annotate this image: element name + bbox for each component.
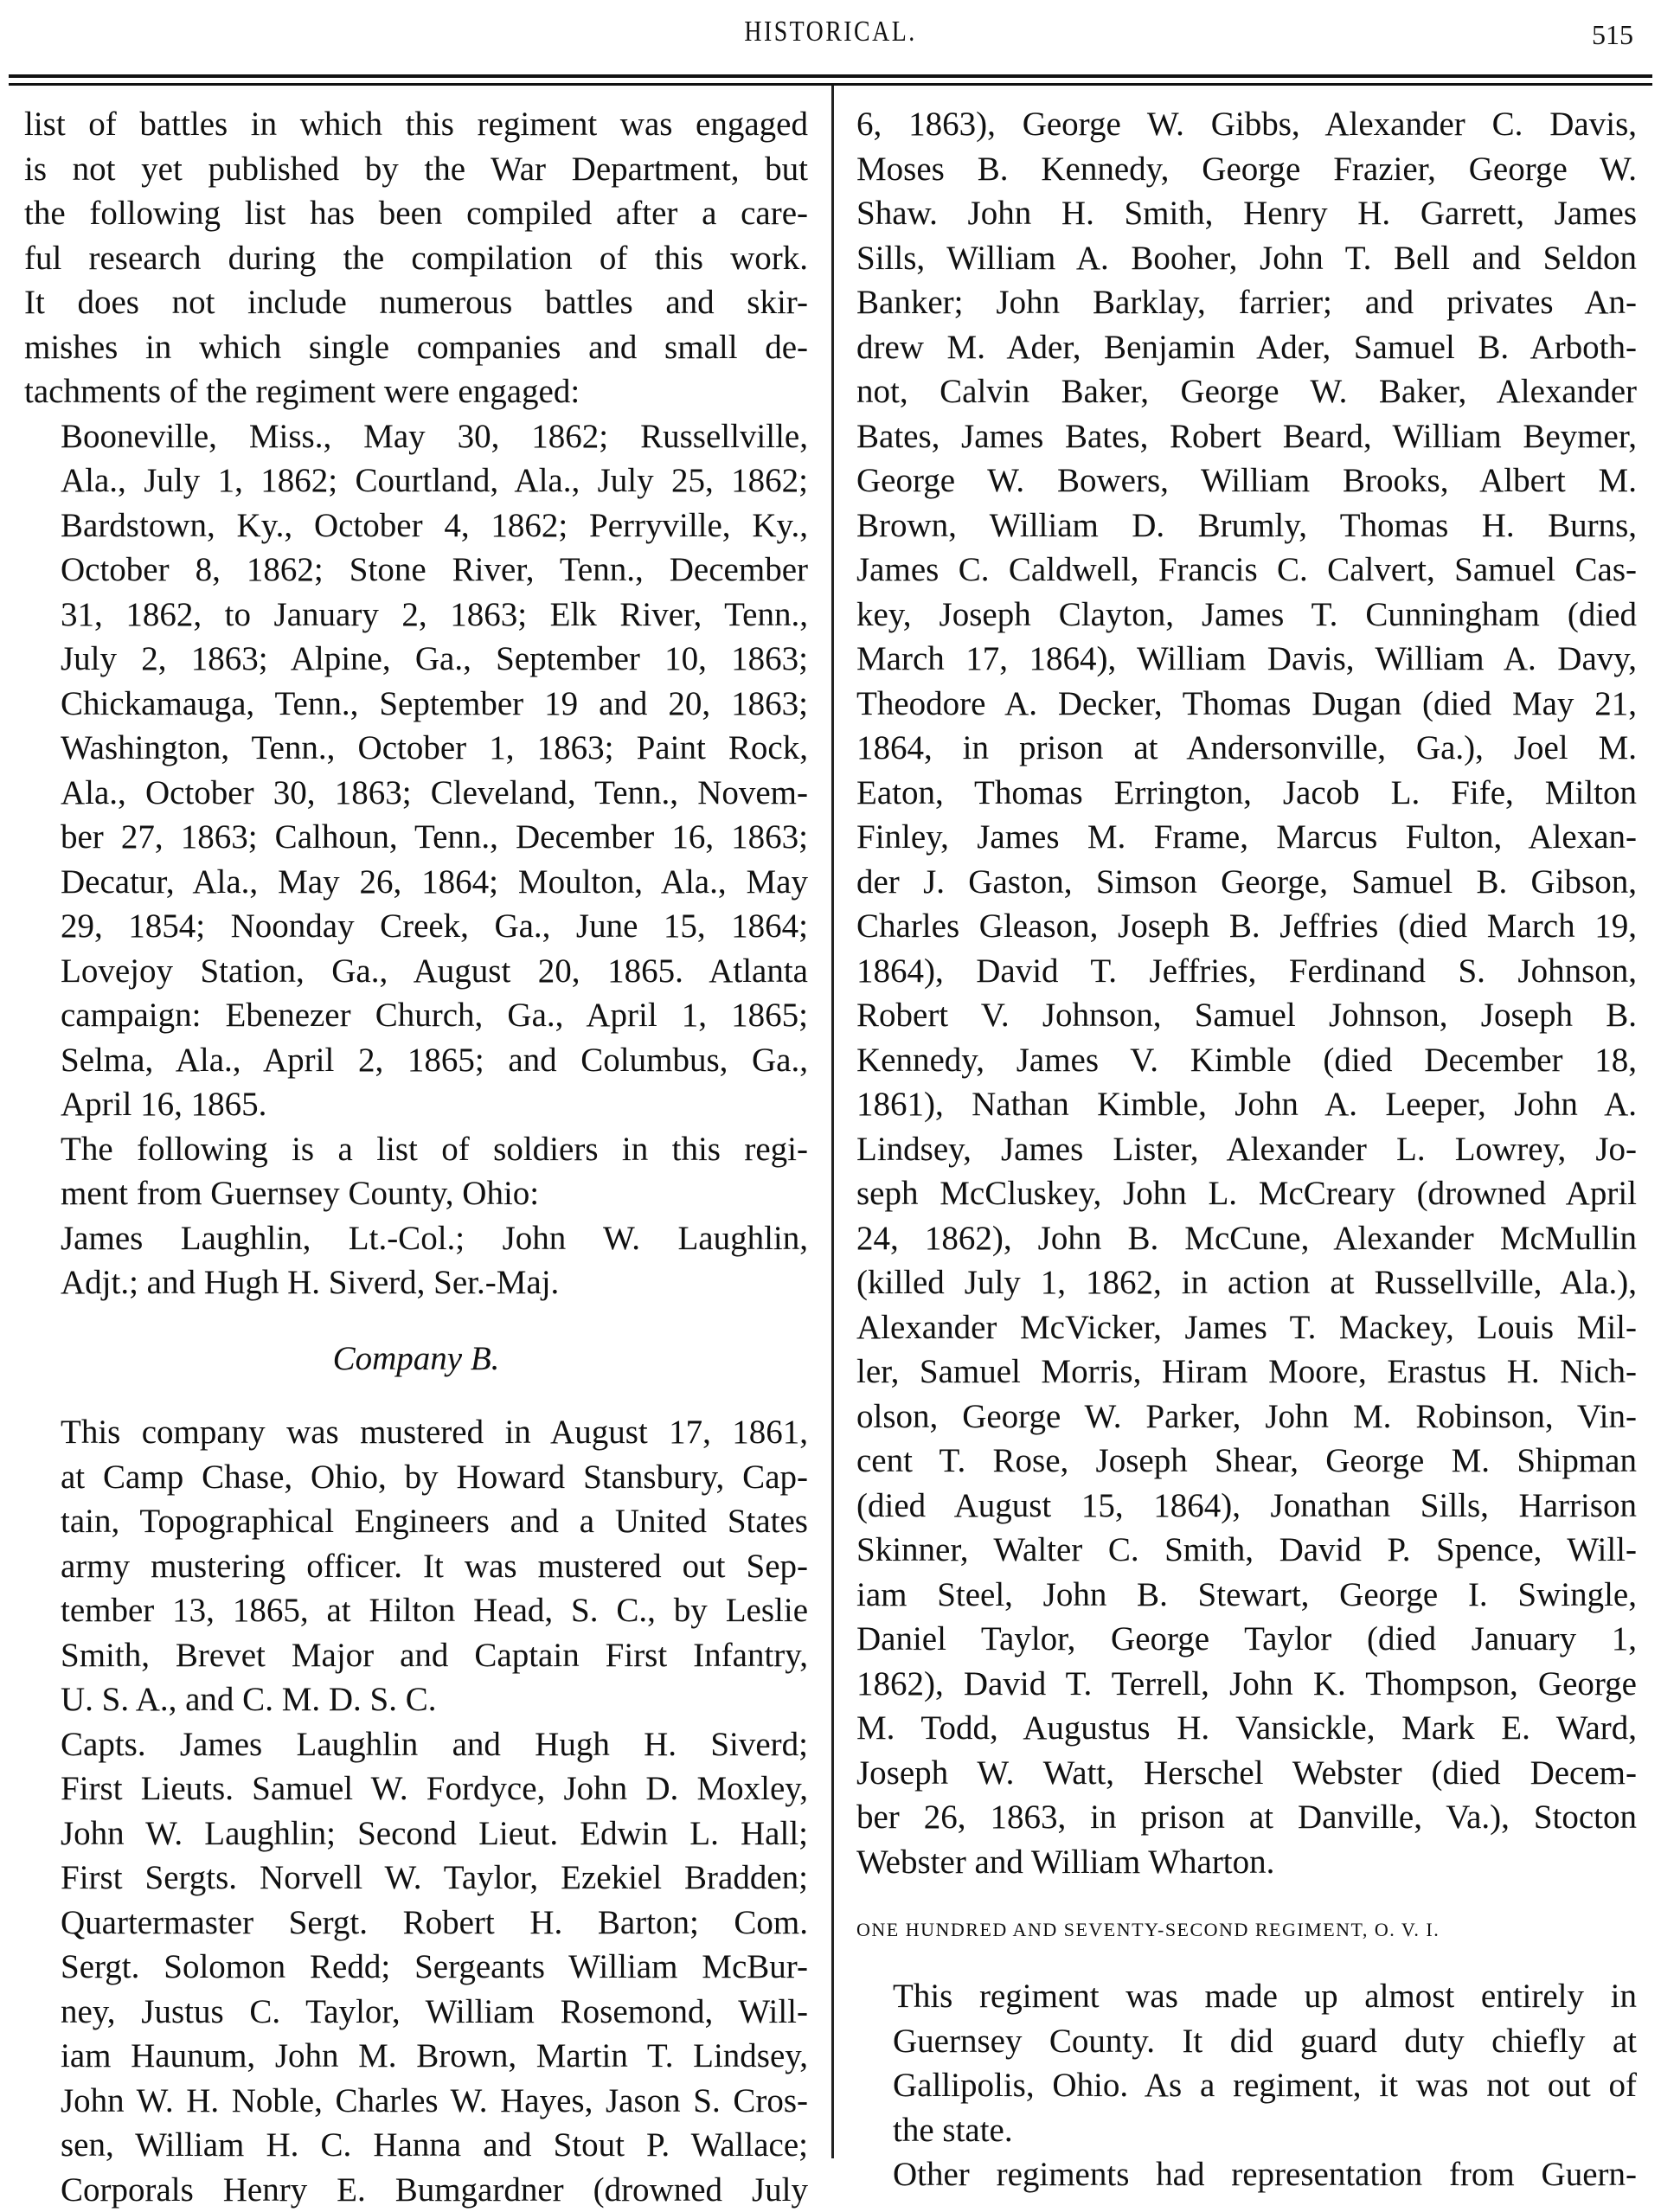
intro-paragraph bbox=[24, 102, 808, 414]
text-line: Skinner, Walter C. Smith, David P. Spence, Will- bbox=[856, 1528, 1637, 1573]
text-line: Adjt.; and Hugh H. Siverd, Ser.-Maj. bbox=[24, 1260, 808, 1305]
text-line: Bates, James Bates, Robert Beard, William Beymer, bbox=[856, 414, 1637, 459]
text-line: M. Todd, Augustus H. Vansickle, Mark E. Ward, bbox=[856, 1706, 1637, 1751]
header-rule-thin bbox=[9, 83, 1652, 86]
text-line: 29, 1854; Noonday Creek, Ga., June 15, 1864; bbox=[24, 904, 808, 949]
header-rule-thick bbox=[9, 74, 1652, 78]
text-line: Charles Gleason, Joseph B. Jeffries (died March 19, bbox=[856, 904, 1637, 949]
text-line: Chickamauga, Tenn., September 19 and 20, 1863; bbox=[24, 682, 808, 727]
text-line: George W. Bowers, William Brooks, Albert M. bbox=[856, 458, 1637, 503]
text-line: 1864, in prison at Andersonville, Ga.), Joel M. bbox=[856, 726, 1637, 771]
left-column bbox=[24, 102, 808, 2212]
officers-paragraph bbox=[24, 1722, 808, 2212]
text-line: 31, 1862, to January 2, 1863; Elk River, Tenn., bbox=[24, 593, 808, 638]
text-line: at Camp Chase, Ohio, by Howard Stansbury, Cap- bbox=[24, 1455, 808, 1500]
text-line: Ala., July 1, 1862; Courtland, Ala., July 25, 1862; bbox=[24, 458, 808, 503]
text-line: Booneville, Miss., May 30, 1862; Russellville, bbox=[24, 414, 808, 459]
company-paragraph bbox=[24, 1410, 808, 1722]
running-head bbox=[0, 0, 1661, 69]
text-line: U. S. A., and C. M. D. S. C. bbox=[24, 1677, 808, 1722]
text-line: John W. H. Noble, Charles W. Hayes, Jason S. Cros- bbox=[24, 2079, 808, 2124]
regiment-paragraph bbox=[856, 1974, 1637, 2152]
text-line: army mustering officer. It was mustered out Sep- bbox=[24, 1544, 808, 1589]
text-line: Shaw. John H. Smith, Henry H. Garrett, James bbox=[856, 191, 1637, 236]
text-line: March 17, 1864), William Davis, William A. Davy, bbox=[856, 637, 1637, 682]
text-line: Smith, Brevet Major and Captain First Infantry, bbox=[24, 1633, 808, 1678]
running-title: HISTORICAL. bbox=[150, 16, 1511, 48]
text-line: The following is a list of soldiers in this regi- bbox=[24, 1127, 808, 1172]
text-line: It does not include numerous battles and skir- bbox=[24, 280, 808, 325]
text-line: First Sergts. Norvell W. Taylor, Ezekiel Bradden; bbox=[24, 1856, 808, 1901]
text-line: First Lieuts. Samuel W. Fordyce, John D. Moxley, bbox=[24, 1766, 808, 1811]
staff-paragraph bbox=[24, 1216, 808, 1305]
text-line: This company was mustered in August 17, 1861, bbox=[24, 1410, 808, 1455]
text-line: Other regiments had representation from Guern- bbox=[856, 2152, 1637, 2197]
text-line: Robert V. Johnson, Samuel Johnson, Joseph B. bbox=[856, 993, 1637, 1038]
text-line: Kennedy, James V. Kimble (died December 18, bbox=[856, 1038, 1637, 1083]
text-line: 24, 1862), John B. McCune, Alexander McMullin bbox=[856, 1216, 1637, 1261]
column-divider bbox=[831, 86, 834, 2158]
text-line: (killed July 1, 1862, in action at Russellville, Ala.), bbox=[856, 1260, 1637, 1305]
text-line: is not yet published by the War Department, but bbox=[24, 147, 808, 192]
text-line: der J. Gaston, Simson George, Samuel B. Gibson, bbox=[856, 860, 1637, 905]
text-line: October 8, 1862; Stone River, Tenn., December bbox=[24, 548, 808, 593]
text-line: Banker; John Barklay, farrier; and privates An- bbox=[856, 280, 1637, 325]
right-column bbox=[856, 102, 1637, 2197]
text-line: key, Joseph Clayton, James T. Cunningham (died bbox=[856, 593, 1637, 638]
text-line: Finley, James M. Frame, Marcus Fulton, Alexan- bbox=[856, 815, 1637, 860]
text-line: ful research during the compilation of this work. bbox=[24, 236, 808, 281]
text-line: 1862), David T. Terrell, John K. Thompson, George bbox=[856, 1662, 1637, 1707]
battles-paragraph bbox=[24, 414, 808, 1127]
text-line: Webster and William Wharton. bbox=[856, 1840, 1637, 1885]
text-line: Sergt. Solomon Redd; Sergeants William McBur- bbox=[24, 1945, 808, 1990]
text-line: 1861), Nathan Kimble, John A. Leeper, John A. bbox=[856, 1082, 1637, 1127]
roster-paragraph bbox=[856, 102, 1637, 1884]
text-line: 6, 1863), George W. Gibbs, Alexander C. Davis, bbox=[856, 102, 1637, 147]
text-line: Daniel Taylor, George Taylor (died January 1, bbox=[856, 1617, 1637, 1662]
text-line: seph McCluskey, John L. McCreary (drowned April bbox=[856, 1171, 1637, 1216]
text-line: the state. bbox=[856, 2108, 1637, 2153]
closing-paragraph bbox=[856, 2152, 1637, 2197]
text-line: mishes in which single companies and small de- bbox=[24, 325, 808, 370]
text-line: July 2, 1863; Alpine, Ga., September 10, 1863; bbox=[24, 637, 808, 682]
text-line: Sills, William A. Booher, John T. Bell and Seldon bbox=[856, 236, 1637, 281]
text-line: tain, Topographical Engineers and a United States bbox=[24, 1499, 808, 1544]
text-line: Corporals Henry E. Bumgardner (drowned July bbox=[24, 2168, 808, 2212]
soldiers-intro-paragraph bbox=[24, 1127, 808, 1216]
text-line: drew M. Ader, Benjamin Ader, Samuel B. Arboth- bbox=[856, 325, 1637, 370]
text-line: iam Haunum, John M. Brown, Martin T. Lindsey, bbox=[24, 2034, 808, 2079]
text-line: campaign: Ebenezer Church, Ga., April 1, 1865; bbox=[24, 993, 808, 1038]
text-line: Decatur, Ala., May 26, 1864; Moulton, Ala., May bbox=[24, 860, 808, 905]
text-line: the following list has been compiled after a care- bbox=[24, 191, 808, 236]
text-line: Capts. James Laughlin and Hugh H. Siverd; bbox=[24, 1722, 808, 1767]
text-line: ney, Justus C. Taylor, William Rosemond, Will- bbox=[24, 1990, 808, 2035]
text-line: Joseph W. Watt, Herschel Webster (died Decem- bbox=[856, 1751, 1637, 1796]
text-line: tember 13, 1865, at Hilton Head, S. C., by Leslie bbox=[24, 1588, 808, 1633]
text-line: Eaton, Thomas Errington, Jacob L. Fife, Milton bbox=[856, 771, 1637, 816]
text-line: Alexander McVicker, James T. Mackey, Louis Mil- bbox=[856, 1305, 1637, 1350]
text-line: Quartermaster Sergt. Robert H. Barton; Com. bbox=[24, 1901, 808, 1946]
company-heading: Company B. bbox=[24, 1337, 808, 1382]
text-line: Ala., October 30, 1863; Cleveland, Tenn., Novem- bbox=[24, 771, 808, 816]
text-line: ment from Guernsey County, Ohio: bbox=[24, 1171, 808, 1216]
text-line: James Laughlin, Lt.-Col.; John W. Laughlin, bbox=[24, 1216, 808, 1261]
text-line: James C. Caldwell, Francis C. Calvert, Samuel Cas- bbox=[856, 548, 1637, 593]
text-line: Moses B. Kennedy, George Frazier, George W. bbox=[856, 147, 1637, 192]
text-line: Lindsey, James Lister, Alexander L. Lowrey, Jo- bbox=[856, 1127, 1637, 1172]
text-line: olson, George W. Parker, John M. Robinson, Vin- bbox=[856, 1395, 1637, 1439]
text-line: not, Calvin Baker, George W. Baker, Alexander bbox=[856, 369, 1637, 414]
text-line: April 16, 1865. bbox=[24, 1082, 808, 1127]
text-line: (died August 15, 1864), Jonathan Sills, Harrison bbox=[856, 1484, 1637, 1529]
text-line: Selma, Ala., April 2, 1865; and Columbus, Ga., bbox=[24, 1038, 808, 1083]
text-line: tachments of the regiment were engaged: bbox=[24, 369, 808, 414]
page-number: 515 bbox=[1592, 19, 1633, 51]
text-line: iam Steel, John B. Stewart, George I. Swingle, bbox=[856, 1573, 1637, 1618]
text-line: 1864), David T. Jeffries, Ferdinand S. Johnson, bbox=[856, 949, 1637, 994]
text-line: Lovejoy Station, Ga., August 20, 1865. Atlanta bbox=[24, 949, 808, 994]
text-line: This regiment was made up almost entirely in bbox=[856, 1974, 1637, 2019]
text-line: ler, Samuel Morris, Hiram Moore, Erastus H. Nich- bbox=[856, 1350, 1637, 1395]
text-line: Washington, Tenn., October 1, 1863; Paint Rock, bbox=[24, 726, 808, 771]
regiment-heading: ONE HUNDRED AND SEVENTY-SECOND REGIMENT, O. V. I. bbox=[856, 1917, 1637, 1943]
text-line: ber 26, 1863, in prison at Danville, Va.), Stocton bbox=[856, 1795, 1637, 1840]
text-line: Guernsey County. It did guard duty chiefly at bbox=[856, 2019, 1637, 2064]
text-line: cent T. Rose, Joseph Shear, George M. Shipman bbox=[856, 1439, 1637, 1484]
text-line: Brown, William D. Brumly, Thomas H. Burns, bbox=[856, 503, 1637, 548]
text-line: Bardstown, Ky., October 4, 1862; Perryville, Ky., bbox=[24, 503, 808, 548]
text-line: list of battles in which this regiment was engaged bbox=[24, 102, 808, 147]
text-line: ber 27, 1863; Calhoun, Tenn., December 16, 1863; bbox=[24, 815, 808, 860]
text-line: Gallipolis, Ohio. As a regiment, it was not out of bbox=[856, 2063, 1637, 2108]
text-line: Theodore A. Decker, Thomas Dugan (died May 21, bbox=[856, 682, 1637, 727]
text-line: John W. Laughlin; Second Lieut. Edwin L. Hall; bbox=[24, 1811, 808, 1856]
text-line: sen, William H. C. Hanna and Stout P. Wallace; bbox=[24, 2123, 808, 2168]
